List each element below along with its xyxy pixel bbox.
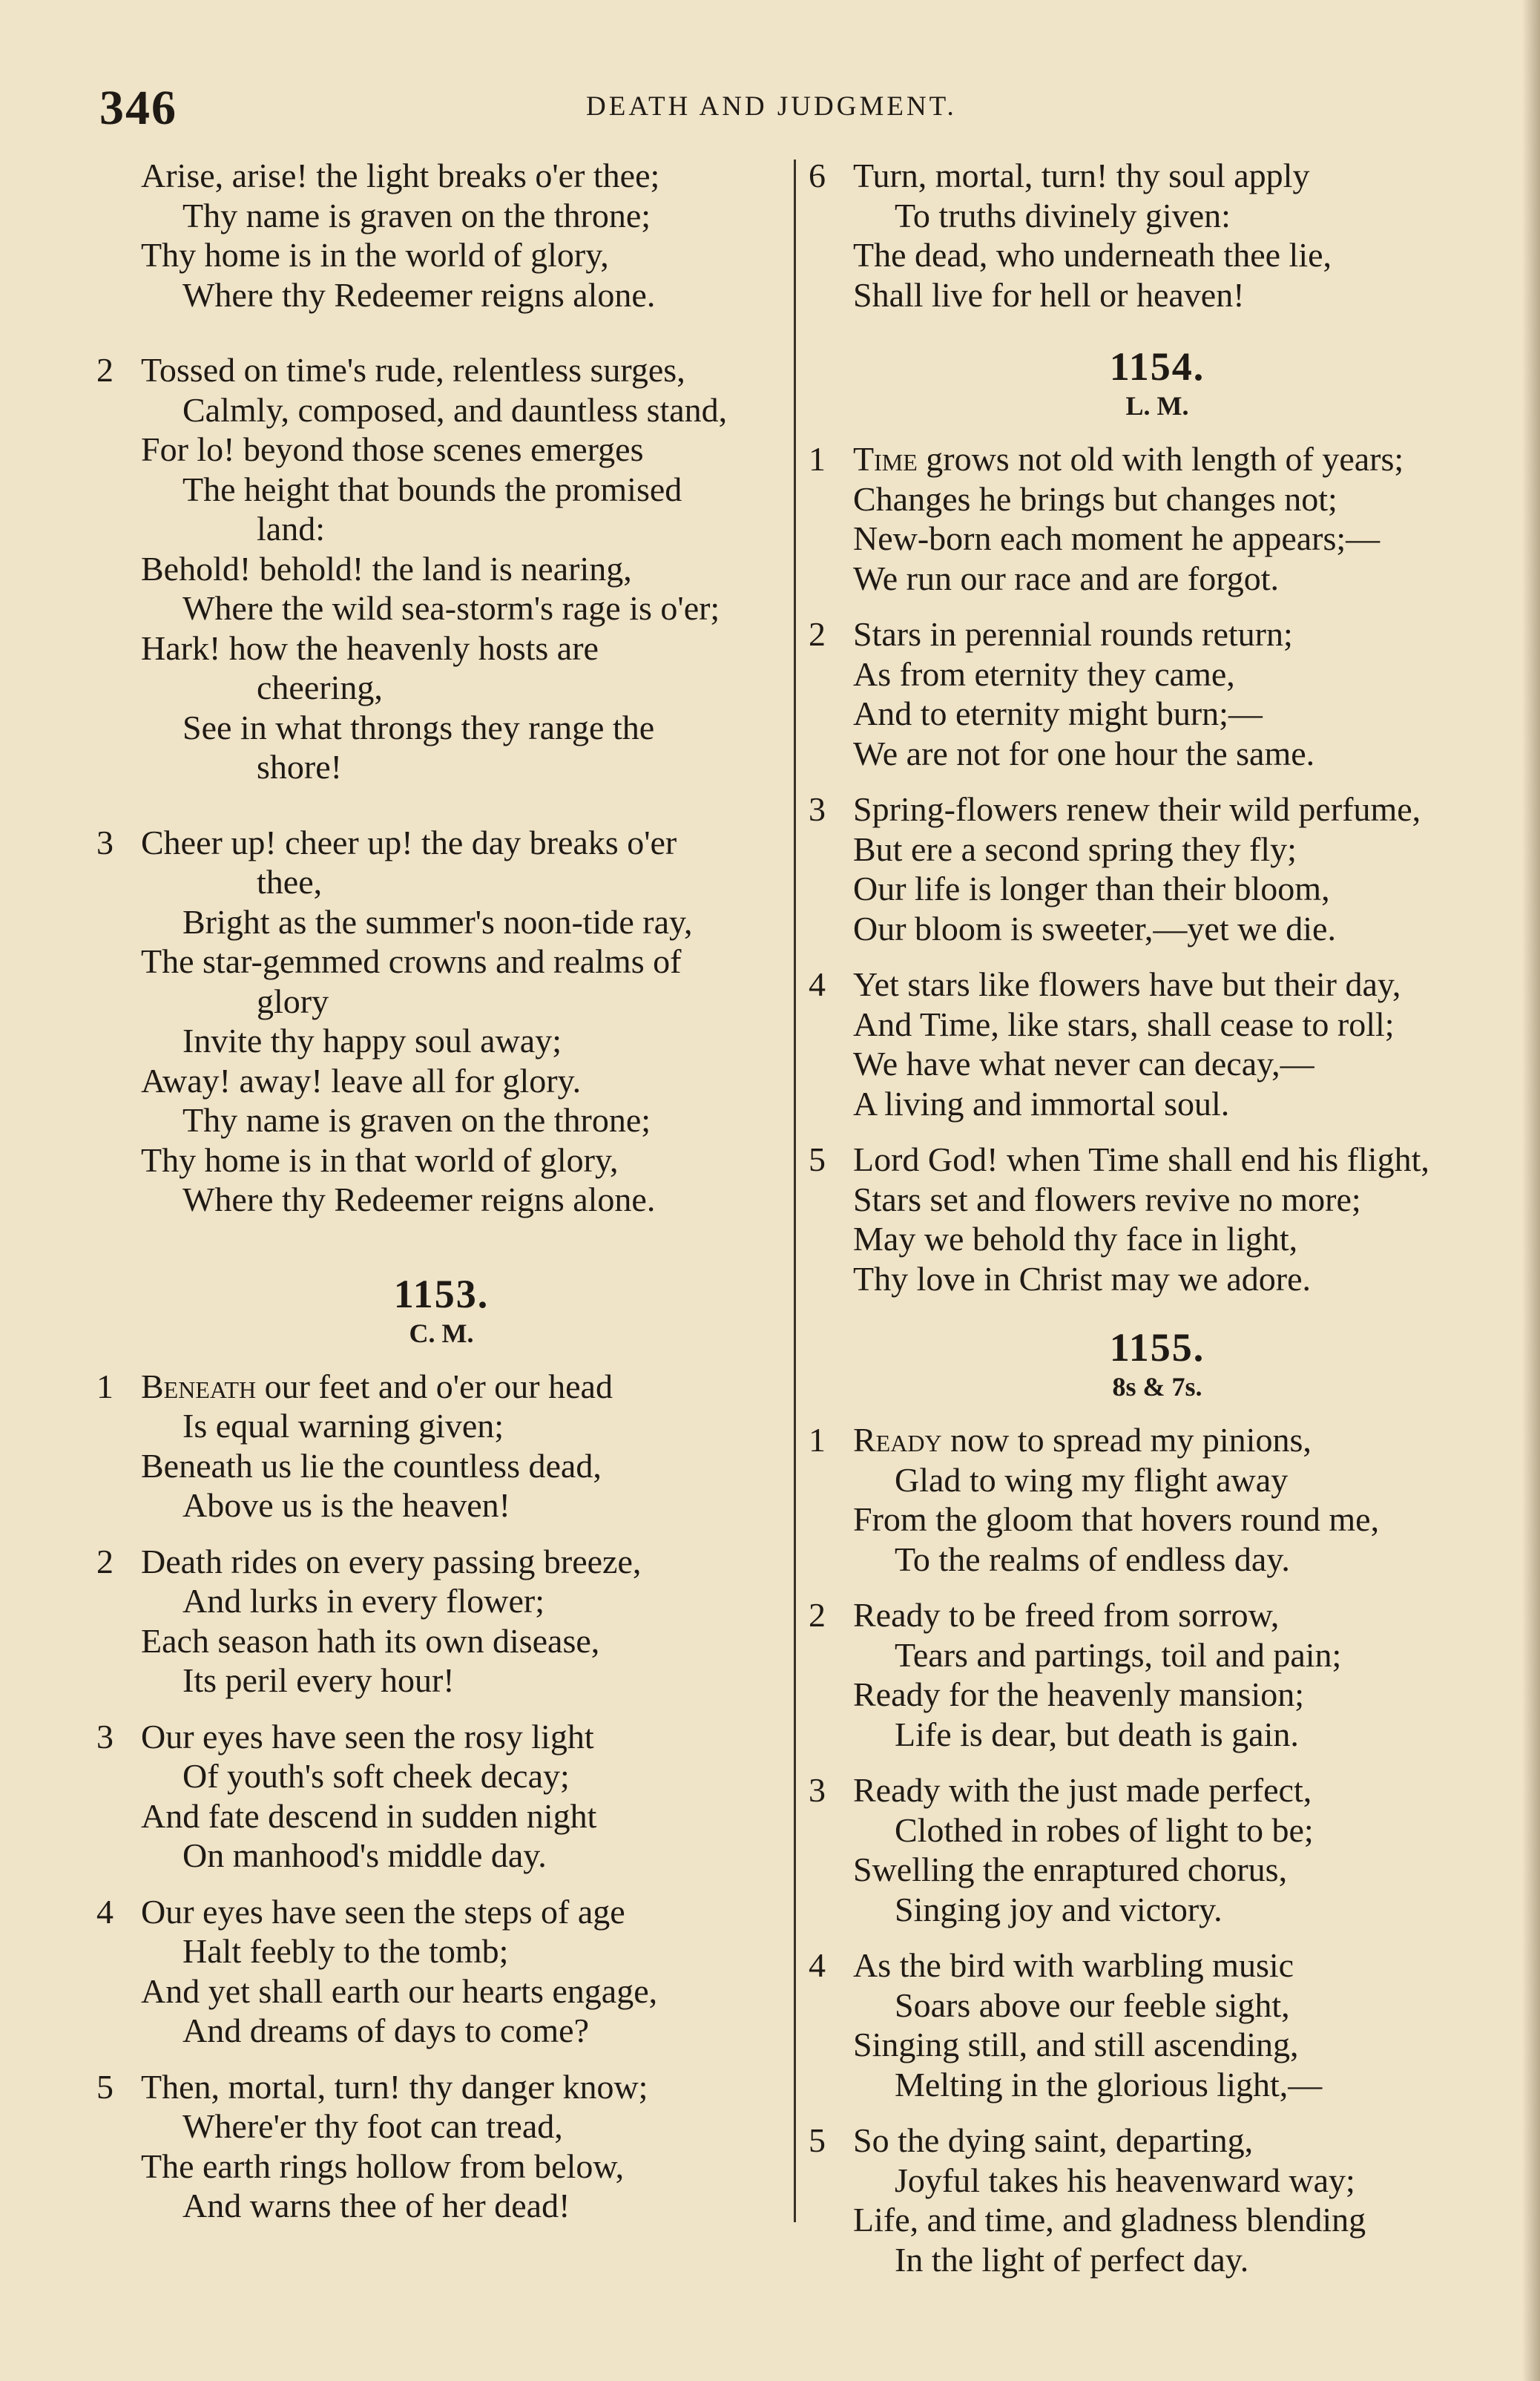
verse-line: Changes he brings but changes not; [853, 479, 1337, 518]
left-column [96, 156, 786, 2242]
verse-line: Stars in perennial rounds return; [853, 615, 1293, 653]
verse-line: Life is dear, but death is gain. [895, 1715, 1299, 1753]
verse-line: Swelling the enraptured chorus, [853, 1850, 1288, 1888]
stanza-number: 4 [809, 965, 826, 1003]
hymn-number: 1155. [1109, 1325, 1205, 1370]
verse-line: And to eternity might burn;— [853, 694, 1263, 732]
verse-line: thee, [257, 863, 323, 901]
verse-line: Joyful takes his heavenward way; [895, 2161, 1355, 2199]
stanza-6 [809, 156, 1506, 315]
verse-line: Invite thy happy soul away; [182, 1022, 562, 1060]
stanza-number: 1 [96, 1367, 113, 1405]
column-divider [794, 160, 796, 2222]
verse-line: Our bloom is sweeter,—yet we die. [853, 909, 1336, 948]
verse-line: Then, mortal, turn! thy danger know; [141, 2067, 648, 2106]
verse-line: Melting in the glorious light,— [895, 2065, 1323, 2104]
running-head: DEATH AND JUDGMENT. [586, 91, 957, 122]
verse-line: Tears and partings, toil and pain; [895, 1635, 1342, 1674]
stanza-number: 2 [809, 1596, 826, 1634]
verse-line: Singing joy and victory. [895, 1890, 1223, 1928]
stanza-3 [809, 789, 1506, 948]
stanza-number: 4 [809, 1946, 826, 1984]
verse-line: Where the wild sea-storm's rage is o'er; [182, 589, 720, 627]
verse-line: The height that bounds the promised [182, 470, 682, 508]
line-rest: grows not old with length of years; [917, 440, 1404, 478]
line-rest: our feet and o'er our head [256, 1367, 613, 1405]
verse-line: The star-gemmed crowns and realms of [141, 942, 682, 980]
stanza-number: 3 [96, 1717, 113, 1756]
verse-line: To the realms of endless day. [895, 1540, 1290, 1578]
stanza-5 [96, 2067, 786, 2226]
verse-line: Halt feebly to the tomb; [182, 1932, 509, 1970]
stanza-number: 2 [96, 351, 113, 389]
verse-line: To truths divinely given: [895, 196, 1231, 234]
verse-line: Tossed on time's rude, relentless surges, [141, 351, 685, 389]
stanza-number: 1 [809, 1421, 826, 1459]
verse-line: Each season hath its own disease, [141, 1621, 600, 1660]
stanza-number: 5 [96, 2067, 113, 2106]
verse-line: We run our race and are forgot. [853, 559, 1280, 597]
stanza-number: 3 [96, 823, 113, 861]
stanza-number: 4 [96, 1892, 113, 1931]
verse-line: In the light of perfect day. [895, 2240, 1249, 2279]
verse-line: Behold! behold! the land is nearing, [141, 549, 632, 588]
verse-line: Hark! how the heavenly hosts are [141, 628, 599, 667]
verse-line: Thy love in Christ may we adore. [853, 1259, 1312, 1298]
verse-line: And Time, like stars, shall cease to roll; [853, 1005, 1395, 1043]
verse-line: The dead, who underneath thee lie, [853, 236, 1332, 274]
stanza-number: 3 [809, 790, 826, 828]
verse-line: Bright as the summer's noon-tide ray, [182, 902, 693, 941]
page-edge [1522, 0, 1540, 2381]
hymn-number: 1154. [1109, 344, 1205, 389]
verse-line: Ready to be freed from sorrow, [853, 1596, 1280, 1634]
verse-line: As from eternity they came, [853, 654, 1235, 693]
verse-line: Ready with the just made perfect, [853, 1771, 1312, 1809]
verse-line: On manhood's middle day. [182, 1836, 547, 1874]
stanza-number: 1 [809, 440, 826, 478]
verse-line: land: [257, 510, 325, 548]
stanza-number: 2 [809, 615, 826, 653]
stanza-4 [809, 1945, 1506, 2104]
verse-line: Soars above our feeble sight, [895, 1986, 1290, 2024]
verse-line: Beneath us lie the countless dead, [141, 1446, 602, 1485]
verse-line: Ready for the heavenly mansion; [853, 1675, 1305, 1713]
verse-line: But ere a second spring they fly; [853, 830, 1297, 868]
verse-line: Turn, mortal, turn! thy soul apply [853, 157, 1310, 194]
verse-line: Our life is longer than their bloom, [853, 870, 1330, 907]
stanza-5 [809, 2121, 1506, 2279]
stanza-number: 3 [809, 1771, 826, 1809]
line-rest: now to spread my pinions, [941, 1421, 1312, 1459]
verse-line: So the dying saint, departing, [853, 2121, 1254, 2159]
verse-line: Lord God! when Time shall end his flight, [853, 1140, 1429, 1178]
continued-stanza [96, 156, 786, 315]
stanza-number: 6 [809, 157, 826, 194]
verse-line: Thy home is in the world of glory, [141, 236, 609, 274]
verse-line [853, 439, 1506, 479]
verse-line: See in what throngs they range the [182, 708, 655, 746]
verse-line: cheering, [257, 669, 383, 706]
verse-line: Thy name is graven on the throne; [182, 1101, 651, 1139]
verse-line: And yet shall earth our hearts engage, [141, 1971, 658, 2010]
verse-line: A living and immortal soul. [853, 1084, 1230, 1123]
stanza-number: 5 [809, 2121, 826, 2159]
verse-line: New-born each moment he appears;— [853, 519, 1381, 557]
verse-line: Thy home is in that world of glory, [141, 1140, 619, 1179]
stanza-1 [96, 1367, 786, 1526]
hymn-meter: L. M. [1125, 391, 1189, 421]
stanza-2 [96, 1542, 786, 1701]
verse-line: We have what never can decay,— [853, 1045, 1314, 1083]
stanza-3 [96, 1717, 786, 1876]
verse-line: Glad to wing my flight away [895, 1460, 1289, 1499]
verse-line: For lo! beyond those scenes emerges [141, 430, 644, 468]
stanza-4 [809, 965, 1506, 1123]
stanza-1 [809, 1420, 1506, 1579]
stanza-2 [809, 614, 1506, 773]
stanza-4 [96, 1892, 786, 2051]
verse-line [141, 1367, 786, 1407]
verse-line: As the bird with warbling music [853, 1946, 1294, 1984]
verse-line: Above us is the heaven! [182, 1486, 510, 1524]
verse-line: Life, and time, and gladness blending [853, 2201, 1366, 2239]
first-word: Ready [853, 1421, 942, 1459]
verse-line: Away! away! leave all for glory. [141, 1061, 582, 1100]
hymn-meter: C. M. [409, 1318, 474, 1348]
hymn-number: 1153. [393, 1271, 490, 1316]
right-column [809, 156, 1506, 2296]
first-word: Time [853, 440, 918, 478]
stanza-3 [96, 823, 786, 1220]
verse-line: Death rides on every passing breeze, [141, 1542, 642, 1580]
verse-line: The earth rings hollow from below, [141, 2147, 625, 2185]
verse-line: Of youth's soft cheek decay; [182, 1757, 570, 1795]
verse-line: May we behold thy face in light, [853, 1220, 1298, 1258]
verse-line: Is equal warning given; [182, 1407, 504, 1445]
stanza-2 [809, 1595, 1506, 1754]
hymn-meter: 8s & 7s. [1112, 1372, 1202, 1402]
verse-line: Arise, arise! the light breaks o'er thee; [141, 157, 660, 194]
verse-line: Where thy Redeemer reigns alone. [182, 1180, 656, 1218]
page-number: 346 [99, 81, 177, 135]
stanza-5 [809, 1140, 1506, 1298]
verse-line: Our eyes have seen the rosy light [141, 1717, 594, 1756]
verse-line: glory [257, 982, 329, 1020]
verse-line: From the gloom that hovers round me, [853, 1500, 1380, 1538]
stanza-2 [96, 350, 786, 787]
stanza-number: 5 [809, 1140, 826, 1178]
verse-line: shore! [257, 748, 342, 786]
stanza-1 [809, 439, 1506, 598]
verse-line: And fate descend in sudden night [141, 1796, 597, 1835]
verse-line: Cheer up! cheer up! the day breaks o'er [141, 823, 677, 861]
verse-line: And lurks in every flower; [182, 1582, 544, 1620]
stanza-number: 2 [96, 1542, 113, 1580]
verse-line [853, 1420, 1506, 1460]
verse-line: Yet stars like flowers have but their day, [853, 965, 1401, 1003]
verse-line: Clothed in robes of light to be; [895, 1810, 1314, 1849]
verse-line: Where'er thy foot can tread, [182, 2107, 563, 2145]
verse-line: And warns thee of her dead! [182, 2187, 570, 2224]
first-word: Beneath [141, 1367, 257, 1405]
verse-line: Shall live for hell or heaven! [853, 275, 1245, 314]
verse-line: Its peril every hour! [182, 1661, 455, 1699]
verse-line: Singing still, and still ascending, [853, 2026, 1299, 2063]
verse-line: Our eyes have seen the steps of age [141, 1892, 625, 1931]
verse-line: Calmly, composed, and dauntless stand, [182, 390, 728, 429]
verse-line: And dreams of days to come? [182, 2011, 590, 2049]
stanza-3 [809, 1770, 1506, 1929]
verse-line: Thy name is graven on the throne; [182, 196, 651, 234]
verse-line: Stars set and flowers revive no more; [853, 1180, 1361, 1218]
verse-line: Spring-flowers renew their wild perfume, [853, 790, 1421, 828]
verse-line: We are not for one hour the same. [853, 734, 1315, 772]
verse-line: Where thy Redeemer reigns alone. [182, 275, 656, 314]
